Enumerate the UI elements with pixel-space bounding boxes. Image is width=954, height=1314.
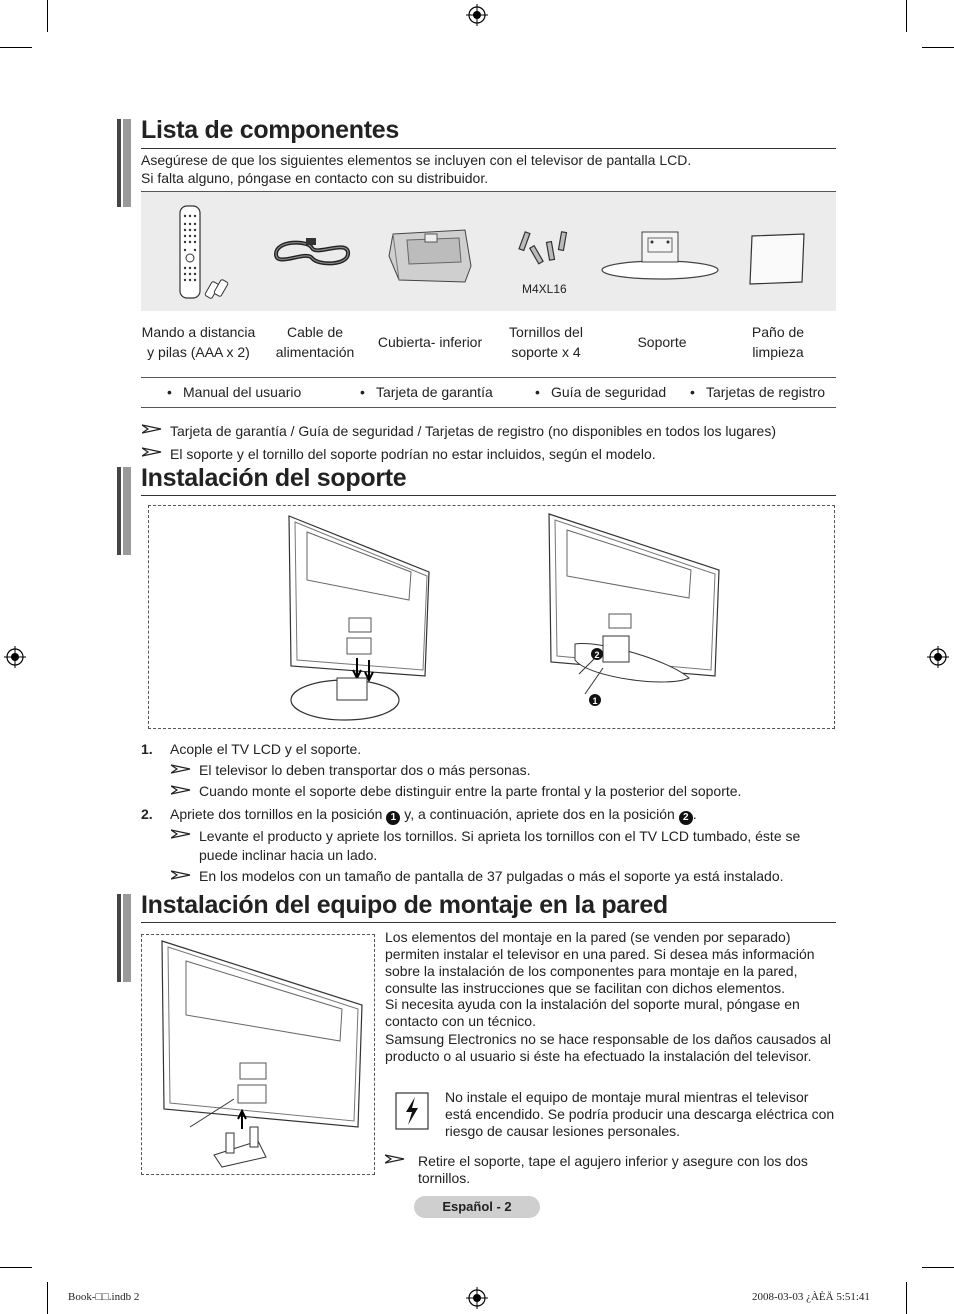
section-rule xyxy=(141,148,836,149)
crop-mark xyxy=(47,1282,48,1314)
tv-wall-mount-diagram xyxy=(146,937,370,1169)
power-cord-icon xyxy=(268,232,354,274)
note-text: Tarjeta de garantía / Guía de seguridad / Tarjetas de registro (no disponibles en todos los lugares) xyxy=(170,423,776,439)
crop-mark xyxy=(922,47,954,48)
timestamp: 2008-03-03 ¿ÀÈÄ 5:51:41 xyxy=(752,1291,870,1303)
crop-mark xyxy=(47,0,48,32)
intro-line: Si falta alguno, póngase en contacto con su distribuidor. xyxy=(141,170,489,186)
crop-mark xyxy=(0,1267,32,1268)
note-arrow-icon xyxy=(171,869,191,881)
note-text: El soporte y el tornillo del soporte podrían no estar incluidos, según el modelo. xyxy=(170,446,656,462)
note-text: Cuando monte el soporte debe distinguir entre la parte frontal y la posterior del soporte. xyxy=(199,783,742,799)
note-arrow-icon xyxy=(142,423,162,435)
section-title: Instalación del soporte xyxy=(141,464,407,492)
screws-icon xyxy=(514,228,574,274)
remote-control-icon xyxy=(168,204,234,300)
cover-icon xyxy=(385,226,475,286)
note-arrow-icon xyxy=(385,1153,405,1165)
wall-mount-diagram-box xyxy=(141,934,375,1175)
crop-mark xyxy=(906,1282,907,1314)
step-text xyxy=(170,806,697,825)
tv-stand-diagram xyxy=(279,510,449,724)
component-label: Tornillos del soporte x 4 xyxy=(509,324,583,360)
section-bar xyxy=(117,467,131,555)
crop-mark xyxy=(922,1267,954,1268)
step-number: 1. xyxy=(141,741,153,757)
doc-item: • Tarjeta de garantía xyxy=(376,384,493,400)
note-text: El televisor lo deben transportar dos o más personas. xyxy=(199,762,531,778)
section-title: Instalación del equipo de montaje en la pared xyxy=(141,891,668,919)
component-label: Mando a distancia y pilas (AAA x 2) xyxy=(141,324,256,360)
note-text: Retire el soporte, tape el agujero inferior y asegure con los dos tornillos. xyxy=(418,1153,808,1186)
component-label: Cable de alimentación xyxy=(275,324,355,360)
components-image-row xyxy=(141,192,836,311)
crop-mark xyxy=(906,0,907,32)
screw-code: M4XL16 xyxy=(522,282,567,296)
component-label: Paño de limpieza xyxy=(751,324,805,360)
warning-electric-icon xyxy=(395,1092,429,1130)
position-marker: 1 xyxy=(386,811,400,825)
paragraph: Los elementos del montaje en la pared (se venden por separado) permiten instalar el televisor en una pared. Si desea más información sobre la instalación de los componentes para montaje en la pared, consulte las instrucciones que se facilitan con dichos elementos. xyxy=(385,929,815,996)
doc-item: • Guía de seguridad xyxy=(551,384,666,400)
step-number: 2. xyxy=(141,806,153,822)
step-text-part: . xyxy=(692,806,697,822)
table-bottom-rule xyxy=(141,407,836,408)
stand-diagram-box xyxy=(148,505,835,729)
table-mid-rule xyxy=(141,377,836,378)
intro-line: Asegúrese de que los siguientes elementos se incluyen con el televisor de pantalla LCD. xyxy=(141,152,692,168)
step-text: Acople el TV LCD y el soporte. xyxy=(170,741,362,757)
cloth-icon xyxy=(746,230,808,286)
section-rule xyxy=(141,922,836,923)
registration-mark-icon xyxy=(466,1287,488,1309)
note-arrow-icon xyxy=(142,446,162,458)
component-label: Soporte xyxy=(637,334,687,350)
doc-item: • Tarjetas de registro xyxy=(706,384,825,400)
warning-text: No instale el equipo de montaje mural mientras el televisor está encendido. Se podría producir una descarga eléctrica con riesgo de causar lesiones personales. xyxy=(445,1089,835,1139)
section-bar xyxy=(117,894,131,982)
paragraph: Samsung Electronics no se hace responsable de los daños causados al producto o al usuario si éste ha efectuado la instalación del televisor. xyxy=(385,1031,831,1064)
note-arrow-icon xyxy=(171,828,191,840)
step-text-part: y, a continuación, apriete dos en la posición xyxy=(404,806,675,822)
svg-text:2: 2 xyxy=(594,650,600,660)
section-bar xyxy=(117,119,131,207)
position-marker: 2 xyxy=(679,811,693,825)
registration-mark-icon xyxy=(466,4,488,26)
section-rule xyxy=(141,495,836,496)
note-text: En los modelos con un tamaño de pantalla de 37 pulgadas o más el soporte ya está instalado. xyxy=(199,868,784,884)
registration-mark-icon xyxy=(4,646,26,668)
note-arrow-icon xyxy=(171,784,191,796)
stand-icon xyxy=(598,228,722,284)
step-text-part: Apriete dos tornillos en la posición xyxy=(170,806,383,822)
note-text: Levante el producto y apriete los tornillos. Si aprieta los tornillos con el TV LCD tumbado, éste se puede inclinar hacia un lado. xyxy=(199,828,801,863)
note-arrow-icon xyxy=(171,763,191,775)
section-title: Lista de componentes xyxy=(141,116,399,144)
registration-mark-icon xyxy=(927,646,949,668)
component-label: Cubierta- inferior xyxy=(377,334,483,350)
page-label: Español - 2 xyxy=(414,1196,540,1218)
file-info: Book-□□.indb 2 xyxy=(68,1291,140,1303)
crop-mark xyxy=(0,47,32,48)
tv-stand-screws-diagram xyxy=(539,510,729,710)
doc-item: • Manual del usuario xyxy=(183,384,301,400)
paragraph: Si necesita ayuda con la instalación del soporte mural, póngase en contacto con un técnico. xyxy=(385,996,800,1029)
svg-text:1: 1 xyxy=(592,696,598,706)
